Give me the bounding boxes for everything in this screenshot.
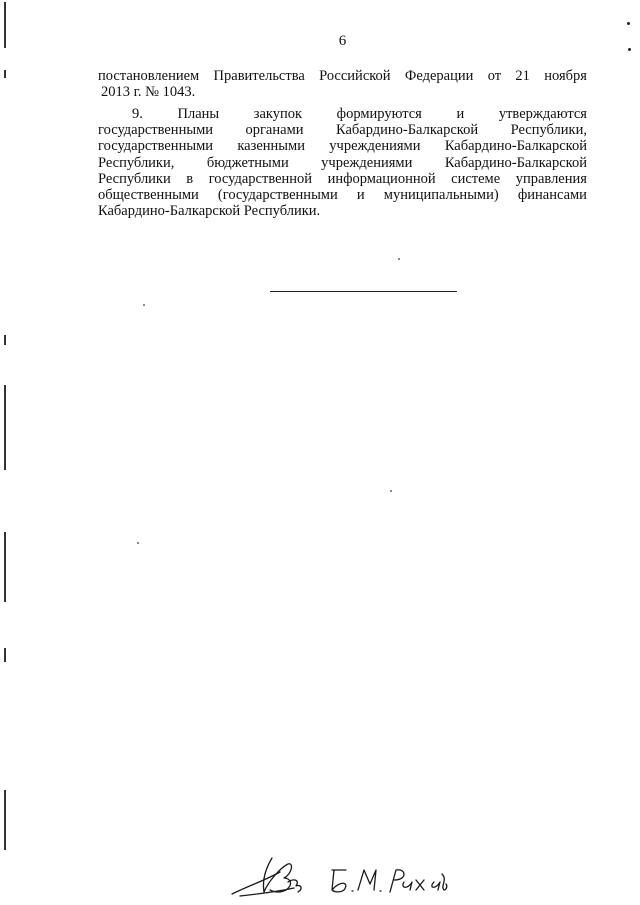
scan-margin-mark xyxy=(4,70,6,78)
text-line xyxy=(98,106,587,122)
word: и xyxy=(456,106,465,122)
text-line xyxy=(98,155,587,171)
word: и xyxy=(356,187,365,204)
scan-margin-mark xyxy=(4,532,6,602)
text-line xyxy=(98,138,587,154)
word: муниципальными) xyxy=(383,187,499,204)
word: в xyxy=(186,170,194,187)
paragraph-continuation xyxy=(98,68,587,100)
word: информационной xyxy=(327,170,436,187)
end-of-text-separator xyxy=(270,291,457,292)
text-line xyxy=(98,187,587,203)
word: от xyxy=(487,68,502,84)
word: управления xyxy=(515,170,587,187)
word: бюджетными xyxy=(206,154,289,171)
word: ноября xyxy=(544,68,587,84)
text-line xyxy=(98,84,587,100)
scan-speck xyxy=(137,542,139,544)
word: 21 xyxy=(515,68,530,84)
scan-margin-mark xyxy=(4,385,6,470)
word: (государственными xyxy=(217,187,338,204)
scan-speck xyxy=(390,490,392,492)
handwritten-signature xyxy=(228,850,448,905)
word: Российской xyxy=(319,68,391,84)
scan-margin-mark xyxy=(4,790,6,850)
word: закупок xyxy=(253,106,303,122)
word: Республики, xyxy=(98,154,175,171)
scan-margin-mark xyxy=(4,648,6,662)
word: органами xyxy=(245,122,304,139)
page-number: 6 xyxy=(338,33,347,49)
word: Кабардино-Балкарской xyxy=(444,154,587,171)
word: государственными xyxy=(98,122,214,139)
word: постановлением xyxy=(98,68,200,84)
word: финансами xyxy=(517,187,587,204)
word: формируются xyxy=(336,106,422,122)
word: Правительства xyxy=(213,68,305,84)
word: Кабардино-Балкарской xyxy=(335,122,479,139)
word: учреждениями xyxy=(321,154,413,171)
word: казенными xyxy=(237,138,305,155)
paragraph-number: 9. xyxy=(132,106,143,122)
word: Планы xyxy=(177,106,220,122)
word: Республики, xyxy=(510,122,587,139)
word: Федерации xyxy=(404,68,474,84)
scan-speck xyxy=(398,258,400,260)
text-line xyxy=(98,122,587,138)
word: учреждениями xyxy=(329,138,421,155)
scan-speck xyxy=(143,304,145,306)
word: 2013 г. № 1043. xyxy=(101,84,196,101)
text-line xyxy=(98,171,587,187)
scan-dot xyxy=(627,22,630,25)
text-line xyxy=(98,203,587,219)
word: Кабардино-Балкарской Республики. xyxy=(98,203,321,220)
signature-graphic xyxy=(228,850,448,900)
word: утверждаются xyxy=(498,106,587,122)
text-line xyxy=(98,68,587,84)
word: государственными xyxy=(98,138,214,155)
word: общественными xyxy=(98,187,199,204)
paragraph-9 xyxy=(98,106,587,219)
word: системе xyxy=(451,170,501,187)
word: Кабардино-Балкарской xyxy=(444,138,587,155)
word: государственной xyxy=(208,170,313,187)
word: Республики xyxy=(98,170,171,187)
scan-margin-mark xyxy=(4,335,6,345)
